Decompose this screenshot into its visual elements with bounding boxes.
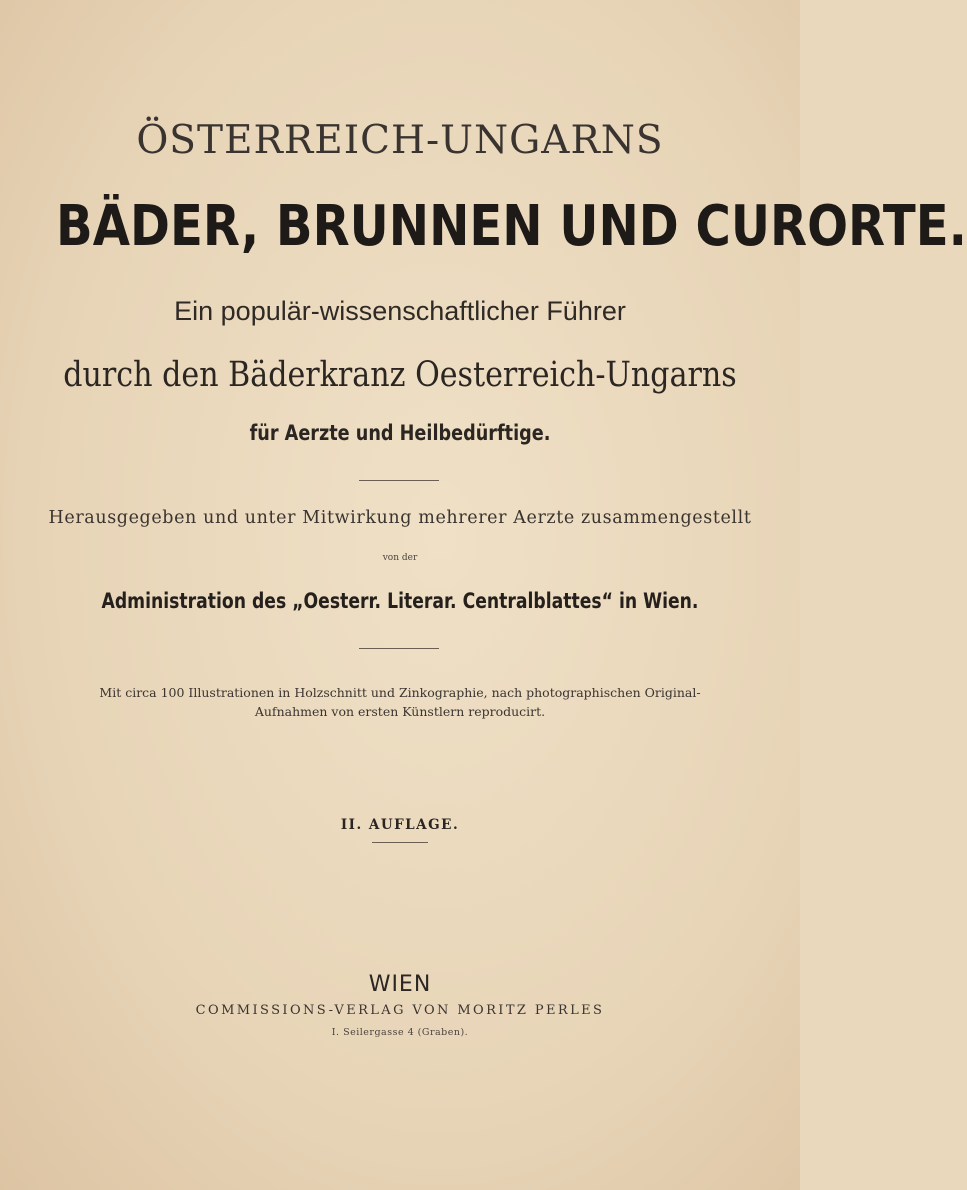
administration-line: Administration des „Oesterr. Literar. Centralblattes“ in Wien.: [101, 589, 699, 613]
subtitle-line-2: durch den Bäderkranz Oesterreich-Ungarns: [63, 355, 737, 395]
edition-underline: [372, 842, 428, 843]
edition-line: II. AUFLAGE.: [340, 817, 460, 833]
von-der-line: von der: [382, 553, 418, 563]
address-line: I. Seilergasse 4 (Graben).: [331, 1027, 469, 1038]
divider-rule-2: [359, 648, 439, 649]
audience-line: für Aerzte und Heilbedürftige.: [249, 421, 551, 445]
city-line: WIEN: [368, 972, 432, 997]
publisher-line: COMMISSIONS-VERLAG VON MORITZ PERLES: [195, 1003, 605, 1018]
subtitle-line-1: Ein populär-wissenschaftlicher Führer: [174, 296, 626, 326]
illustrations-line-1: Mit circa 100 Illustrationen in Holzschnitt und Zinkographie, nach photographischen Original-: [99, 685, 701, 700]
editor-line: Herausgegeben und unter Mitwirkung mehrerer Aerzte zusammengestellt: [48, 508, 752, 528]
divider-rule-1: [359, 480, 439, 481]
main-title: BÄDER, BRUNNEN UND CURORTE.: [56, 194, 967, 259]
illustrations-line-2: Aufnahmen von ersten Künstlern reproducirt.: [254, 704, 546, 719]
country-heading: ÖSTERREICH-UNGARNS: [136, 118, 664, 163]
